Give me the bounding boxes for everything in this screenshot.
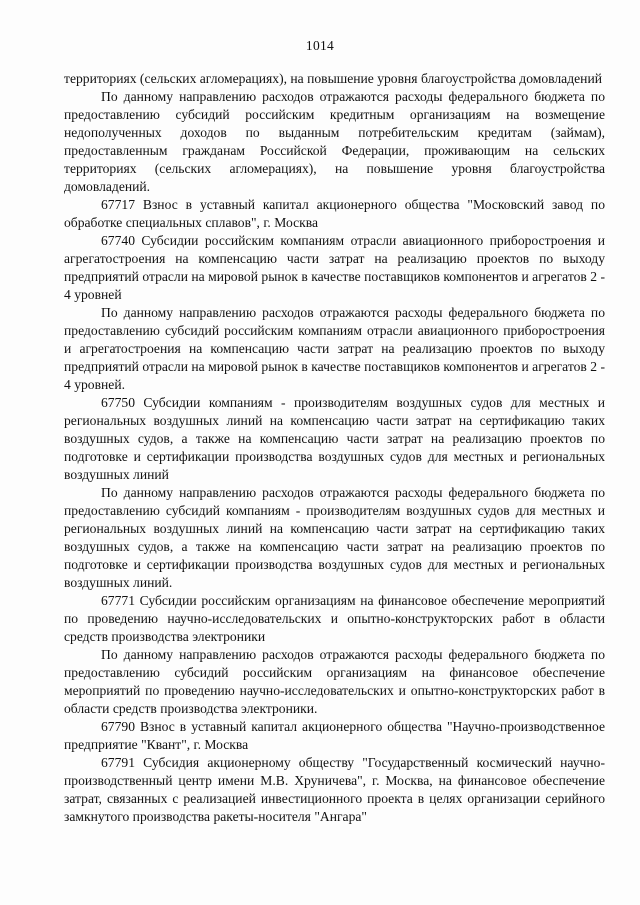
paragraph: 67740 Субсидии российским компаниям отрасли авиационного приборостроения и агрегатостроения на компенсацию части затрат на реализацию проектов по выходу предприятий отрасли на мировой рынок в качестве поставщиков компонентов и агрегатов 2 - 4 уровней — [64, 233, 605, 302]
paragraph: По данному направлению расходов отражаются расходы федерального бюджета по предоставлению субсидий компаниям - производителям воздушных судов для местных и региональных воздушных линий на компенсацию части затрат на сертификацию таких воздушных судов, а также на компенсацию части затрат на реализацию проектов по подготовке и сертификации производства воздушных судов для местных и региональных воздушных линий. — [64, 485, 605, 590]
paragraph: 67717 Взнос в уставный капитал акционерного общества "Московский завод по обработке специальных сплавов", г. Москва — [64, 197, 605, 230]
paragraph: По данному направлению расходов отражаются расходы федерального бюджета по предоставлению субсидий российским компаниям отрасли авиационного приборостроения и агрегатостроения на компенсацию части затрат на реализацию проектов по выходу предприятий отрасли на мировой рынок в качестве поставщиков компонентов и агрегатов 2 - 4 уровней. — [64, 305, 605, 392]
paragraph: 67790 Взнос в уставный капитал акционерного общества "Научно-производственное предприятие "Квант", г. Москва — [64, 719, 605, 752]
paragraph: По данному направлению расходов отражаются расходы федерального бюджета по предоставлению субсидий российским кредитным организациям на возмещение недополученных доходов по выданным потребительским кредитам (займам), предоставленным гражданам Российской Федерации, проживающим на сельских территориях (сельских агломерациях), на повышение уровня благоустройства домовладений. — [64, 89, 605, 194]
paragraph: 67791 Субсидия акционерному обществу "Государственный космический научно-производственный центр имени М.В. Хруничева", г. Москва, на финансовое обеспечение затрат, связанных с реализацией инвестиционного проекта в целях организации серийного замкнутого производства ракеты-носителя "Ангара" — [64, 755, 605, 824]
paragraph: территориях (сельских агломерациях), на повышение уровня благоустройства домовладений — [64, 71, 602, 86]
document-body — [64, 70, 605, 826]
page-number: 1014 — [305, 38, 335, 53]
paragraph: По данному направлению расходов отражаются расходы федерального бюджета по предоставлению субсидий российским организациям на финансовое обеспечение мероприятий по проведению научно-исследовательских и опытно-конструкторских работ в области средств производства электроники. — [64, 647, 605, 716]
paragraph: 67750 Субсидии компаниям - производителям воздушных судов для местных и региональных воздушных линий на компенсацию части затрат на сертификацию таких воздушных судов, а также на компенсацию части затрат на реализацию проектов по подготовке и сертификации производства воздушных судов для местных и региональных воздушных линий — [64, 395, 605, 482]
paragraph: 67771 Субсидии российским организациям на финансовое обеспечение мероприятий по проведению научно-исследовательских и опытно-конструкторских работ в области средств производства электроники — [64, 593, 605, 644]
